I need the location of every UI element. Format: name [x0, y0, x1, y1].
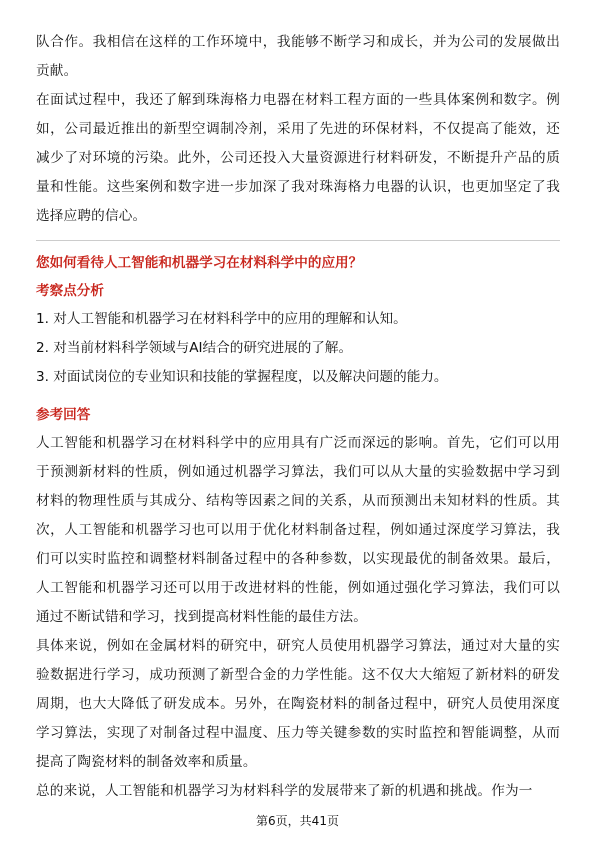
- intro-paragraph-1: 队合作。我相信在这样的工作环境中，我能够不断学习和成长，并为公司的发展做出贡献。: [36, 34, 560, 79]
- analysis-point-2: 2. 对当前材料科学领域与AI结合的研究进展的了解。: [36, 340, 353, 356]
- answer-paragraph-2: 具体来说，例如在金属材料的研究中，研究人员使用机器学习算法，通过对大量的实验数据进行学习，成功预测了新型合金的力学性能。这不仅大大缩短了新材料的研发周期，也大大降低了研发成本。另外，在陶瓷材料的制备过程中，研究人员使用深度学习算法，实现了对制备过程中温度、压力等关键参数的实时监控和智能调整，从而提高了陶瓷材料的制备效率和质量。: [36, 638, 560, 770]
- answer-paragraph-3: 总的来说，人工智能和机器学习为材料科学的发展带来了新的机遇和挑战。作为一: [36, 783, 533, 799]
- section-divider: [36, 240, 560, 241]
- question-heading: 您如何看待人工智能和机器学习在材料科学中的应用？: [36, 255, 363, 271]
- answer-heading: 参考回答: [36, 407, 91, 423]
- answer-paragraph-1: 人工智能和机器学习在材料科学中的应用具有广泛而深远的影响。首先，它们可以用于预测新材料的性质，例如通过机器学习算法，我们可以从大量的实验数据中学习到材料的物理性质与其成分、结构等因素之间的关系，从而预测出未知材料的性质。其次，人工智能和机器学习也可以用于优化材料制备过程，例如通过深度学习算法，我们可以实时监控和调整材料制备过程中的各种参数，以实现最优的制备效果。最后，人工智能和机器学习还可以用于改进材料的性能，例如通过强化学习算法，我们可以通过不断试错和学习，找到提高材料性能的最佳方法。: [36, 435, 560, 625]
- page-number-footer: 第6页，共41页: [256, 814, 339, 828]
- intro-paragraph-2: 在面试过程中，我还了解到珠海格力电器在材料工程方面的一些具体案例和数字。例如，公司最近推出的新型空调制冷剂，采用了先进的环保材料，不仅提高了能效，还减少了对环境的污染。此外，公司还投入大量资源进行材料研发，不断提升产品的质量和性能。这些案例和数字进一步加深了我对珠海格力电器的认识，也更加坚定了我选择应聘的信心。: [36, 92, 560, 224]
- page-content: [36, 28, 560, 806]
- analysis-point-3: 3. 对面试岗位的专业知识和技能的掌握程度，以及解决问题的能力。: [36, 369, 448, 385]
- analysis-heading: 考察点分析: [36, 283, 104, 299]
- analysis-point-1: 1. 对人工智能和机器学习在材料科学中的应用的理解和认知。: [36, 311, 407, 327]
